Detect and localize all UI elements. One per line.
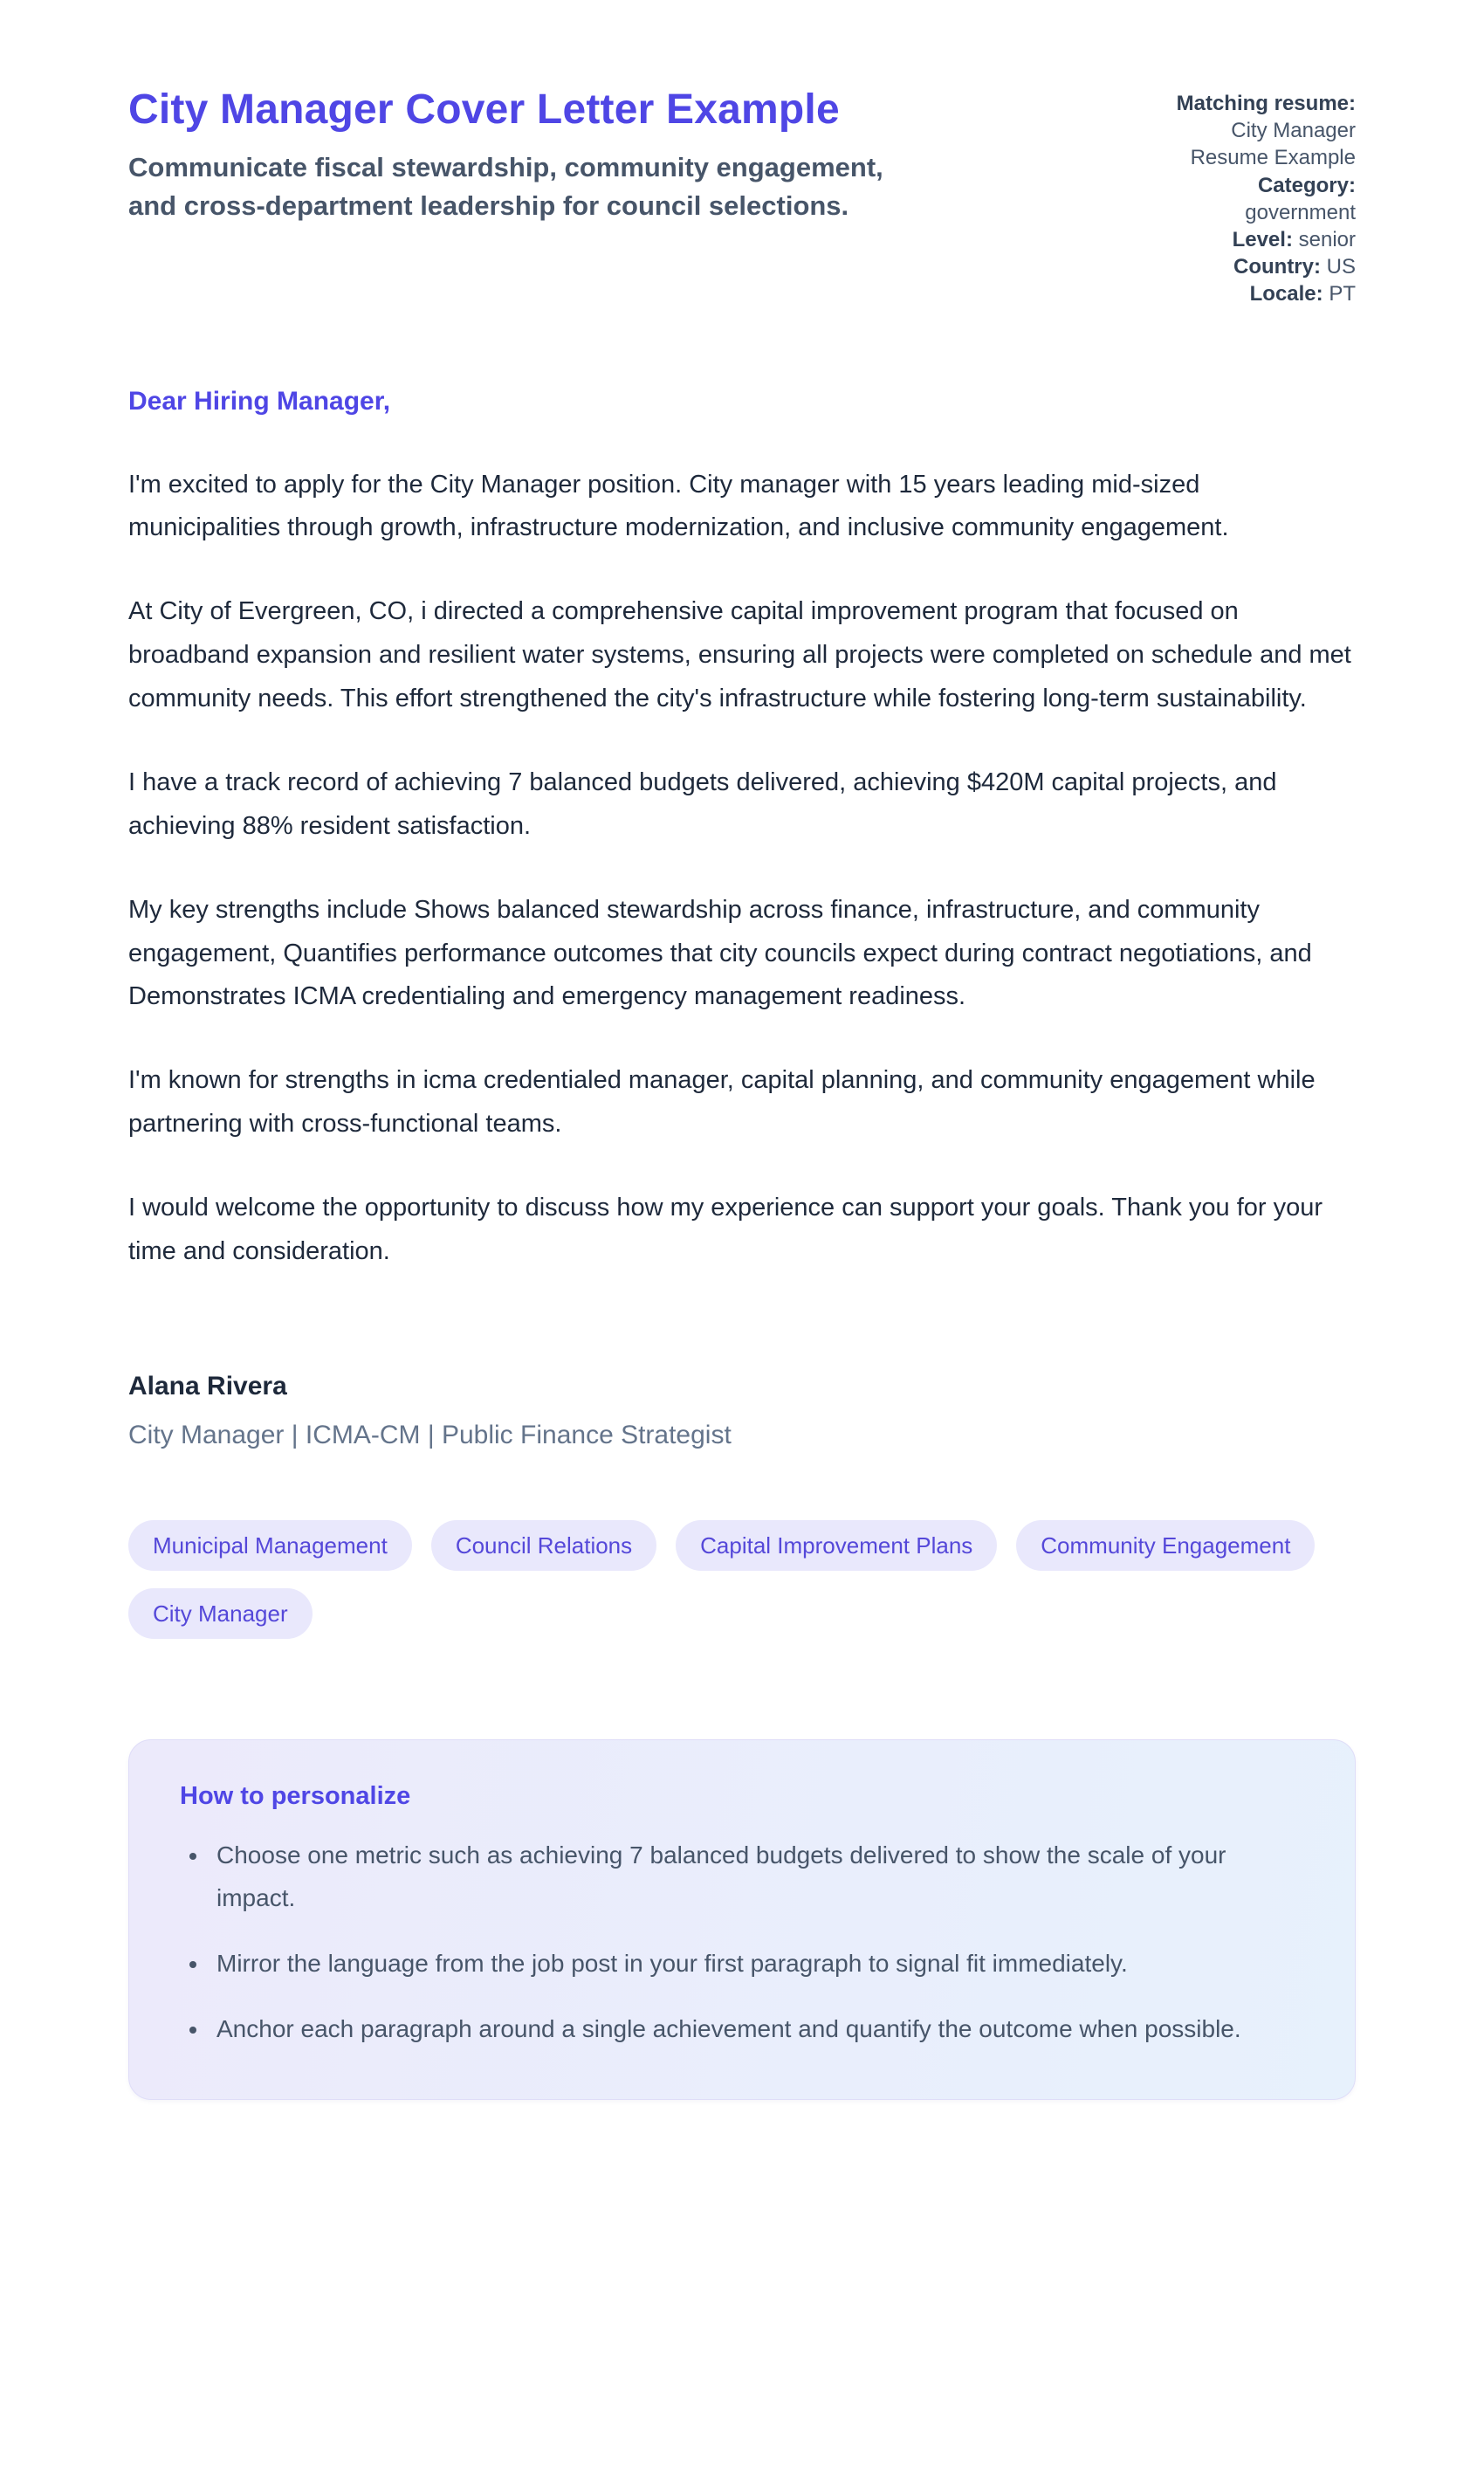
letter-paragraph-closing: I would welcome the opportunity to discuss how my experience can support your goals. Thank you for your time and consideration.: [128, 1194, 1323, 1265]
letter-paragraph-known-for: I'm known for strengths in icma credentialed manager, capital planning, and community engagement while partnering with cross-functional teams.: [128, 1066, 1316, 1139]
meta-item-category: [1151, 172, 1356, 226]
signature-title: City Manager | ICMA-CM | Public Finance Strategist: [128, 1420, 732, 1449]
greeting: Dear Hiring Manager,: [128, 386, 391, 416]
meta-item-locale: [1151, 280, 1356, 307]
tag-community-engagement[interactable]: Community Engagement: [1016, 1520, 1315, 1571]
tag-city-manager[interactable]: City Manager: [128, 1588, 313, 1639]
letter-paragraph-track-record: I have a track record of achieving 7 balanced budgets delivered, achieving $420M capital projects, and achieving 88% resident satisfaction.: [128, 767, 1277, 840]
meta-item-country: [1151, 253, 1356, 280]
tag-council-relations[interactable]: Council Relations: [431, 1520, 656, 1571]
meta-item-level: [1151, 226, 1356, 253]
meta-label: Matching resume:: [1176, 92, 1356, 115]
signature-name: Alana Rivera: [128, 1371, 287, 1401]
cover-letter-body: [128, 387, 1356, 1450]
letter-paragraph-strengths: My key strengths include Shows balanced stewardship across finance, infrastructure, and community engagement, Quantifies performance outcomes that city councils expect during contract negotiations, and Demonstrates ICMA credentialing and emergency management readiness.: [128, 895, 1312, 1011]
meta-label: Country:: [1233, 255, 1321, 279]
meta-value: PT: [1329, 282, 1356, 306]
letter-paragraph-intro: I'm excited to apply for the City Manager position. City manager with 15 years leading mid-sized municipalities through growth, infrastructure modernization, and inclusive community engagement.: [128, 470, 1229, 542]
header: [128, 83, 1356, 308]
resume-meta: [1151, 83, 1356, 308]
personalize-tip-mirror-language: • Mirror the language from the job post in your first paragraph to signal fit immediately.: [210, 1942, 1304, 1985]
meta-value: government: [1245, 200, 1356, 224]
meta-value: US: [1326, 255, 1356, 279]
meta-label: Locale:: [1249, 282, 1323, 306]
letter-paragraph-experience: At City of Evergreen, CO, i directed a comprehensive capital improvement program that focused on broadband expansion and resilient water systems, ensuring all projects were completed on schedule and met community needs. This effort strengthened the city's infrastructure while fostering long-term sustainability.: [128, 597, 1351, 712]
personalize-tip-metric: • Choose one metric such as achieving 7 balanced budgets delivered to show the scale of your impact.: [210, 1834, 1304, 1919]
meta-item-matching-resume: [1151, 90, 1356, 172]
meta-value: City Manager Resume Example: [1190, 119, 1356, 170]
meta-value: senior: [1298, 227, 1356, 251]
tag-municipal-management[interactable]: Municipal Management: [128, 1520, 412, 1571]
personalize-callout: [128, 1739, 1356, 2100]
header-title-block: [128, 83, 931, 224]
personalize-heading: How to personalize: [180, 1781, 411, 1810]
personalize-tip-anchor-paragraph: • Anchor each paragraph around a single achievement and quantify the outcome when possible.: [210, 2007, 1304, 2050]
tag-list: [128, 1520, 1356, 1639]
page-subtitle: Communicate fiscal stewardship, community engagement, and cross-department leadership for council selections.: [128, 152, 883, 221]
meta-label: Level:: [1232, 227, 1293, 251]
meta-label: Category:: [1257, 173, 1356, 197]
personalize-tip-list: [180, 1834, 1304, 2050]
page-title: City Manager Cover Letter Example: [128, 86, 840, 133]
tag-capital-improvement-plans[interactable]: Capital Improvement Plans: [676, 1520, 997, 1571]
